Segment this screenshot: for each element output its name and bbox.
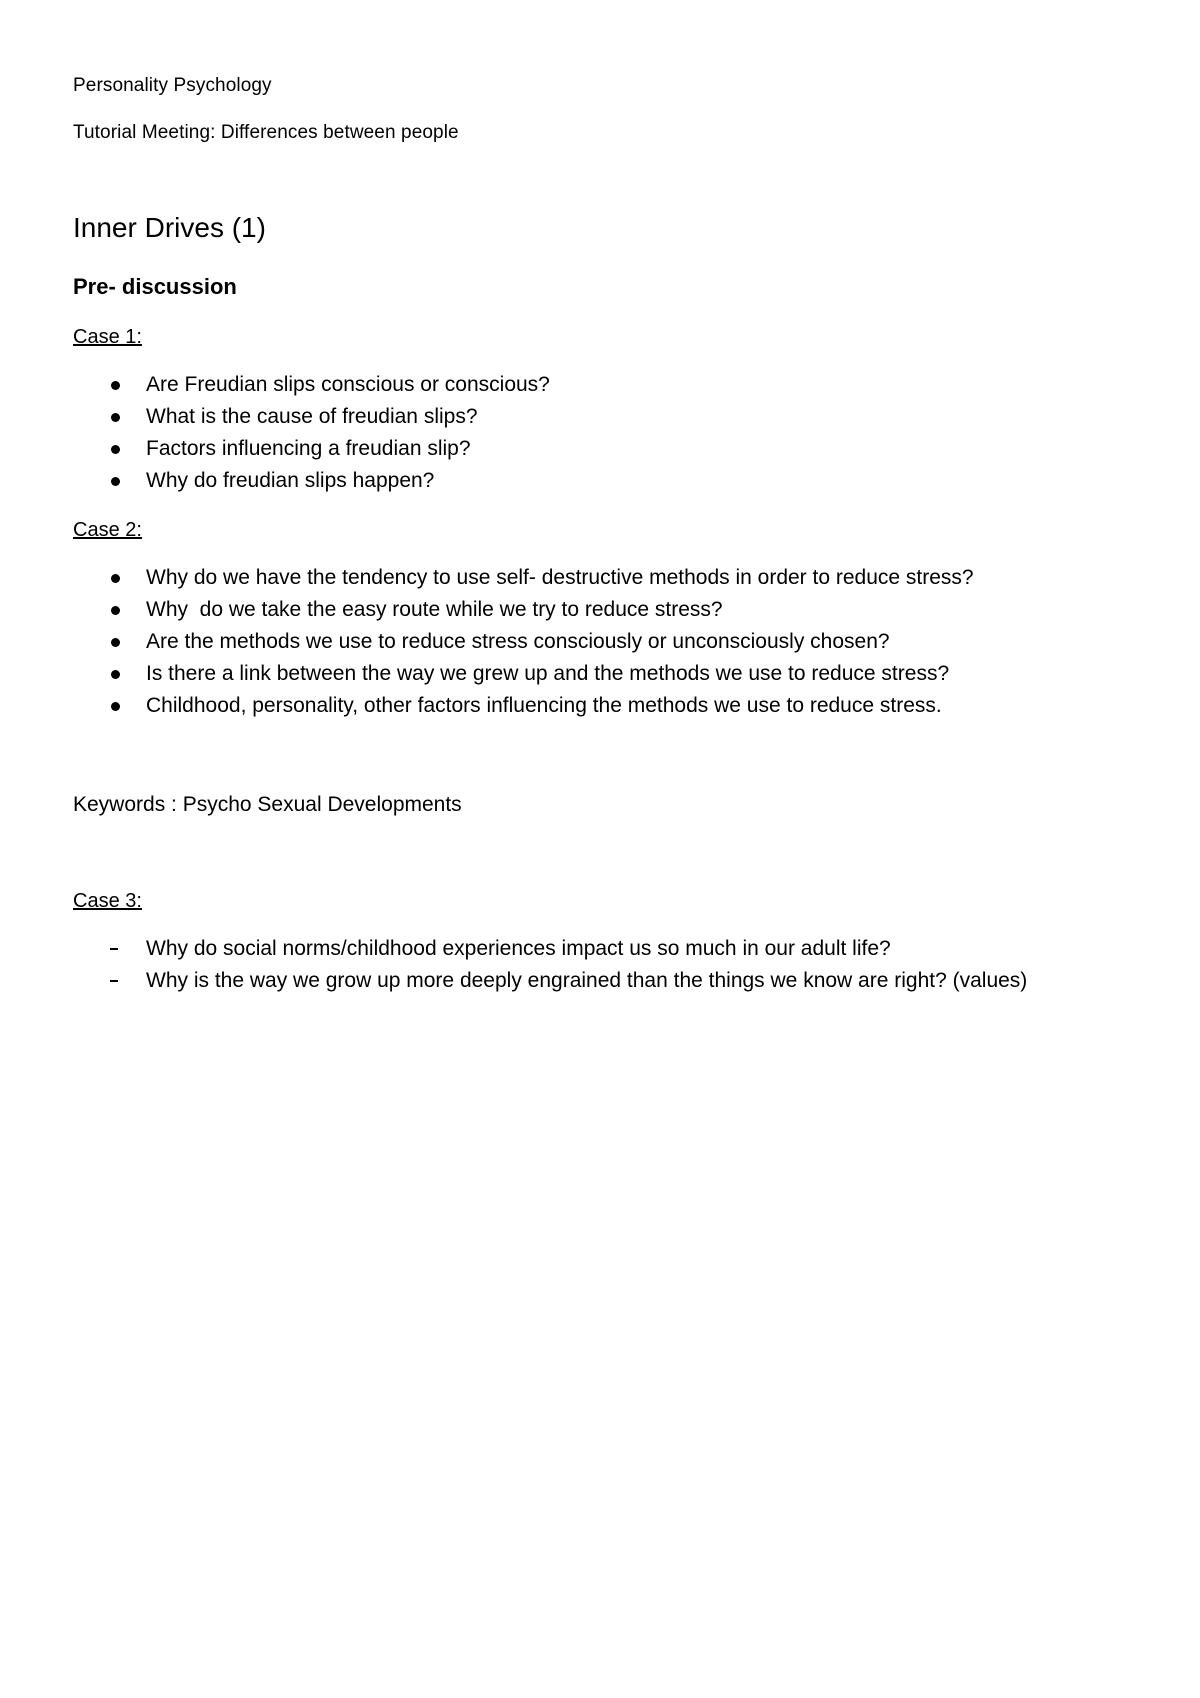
bullet-icon bbox=[111, 606, 120, 615]
bullet-icon bbox=[111, 574, 120, 583]
keywords-line: Keywords : Psycho Sexual Developments bbox=[73, 793, 462, 816]
case-2-label: Case 2: bbox=[73, 519, 142, 541]
course-title: Personality Psychology bbox=[73, 75, 272, 96]
page-title: Inner Drives (1) bbox=[73, 212, 266, 243]
bullet-icon bbox=[111, 702, 120, 711]
dash-icon bbox=[110, 980, 118, 982]
document-page: Personality Psychology Tutorial Meeting: Differences between people Inner Drives (1) Pre- discussion Case 1: Are Freudian slips conscious or conscious? What is the cause of freudian slips? Factors influencing a freudian slip? Why do freudian slips happen? Case 2: Why do we have the tendency to use self- destructive methods in order to reduce stress? Why do we take the easy route while we try to reduce stress? Are the methods we use to reduce stress consciously or unconsciously chosen? Is there a link between the way we grew up and the methods we use to reduce stress? Childhood, personality, other factors influencing the methods we use to reduce stress. Keywords : Psycho Sexual Developments Case 3: Why do social norms/childhood experiences impact us so much in our adult life? Why is the way we grow up more deeply engrained than the things we know are right? (values) bbox=[0, 0, 1200, 1698]
bullet-icon bbox=[111, 445, 120, 454]
case-1-label: Case 1: bbox=[73, 326, 142, 348]
bullet-icon bbox=[111, 638, 120, 647]
bullet-icon bbox=[111, 413, 120, 422]
bullet-icon bbox=[111, 670, 120, 679]
dash-icon bbox=[110, 948, 118, 950]
section-heading: Pre- discussion bbox=[73, 274, 237, 299]
bullet-icon bbox=[111, 477, 120, 486]
case-3-label: Case 3: bbox=[73, 890, 142, 912]
meeting-title: Tutorial Meeting: Differences between people bbox=[73, 122, 459, 143]
bullet-icon bbox=[111, 381, 120, 390]
